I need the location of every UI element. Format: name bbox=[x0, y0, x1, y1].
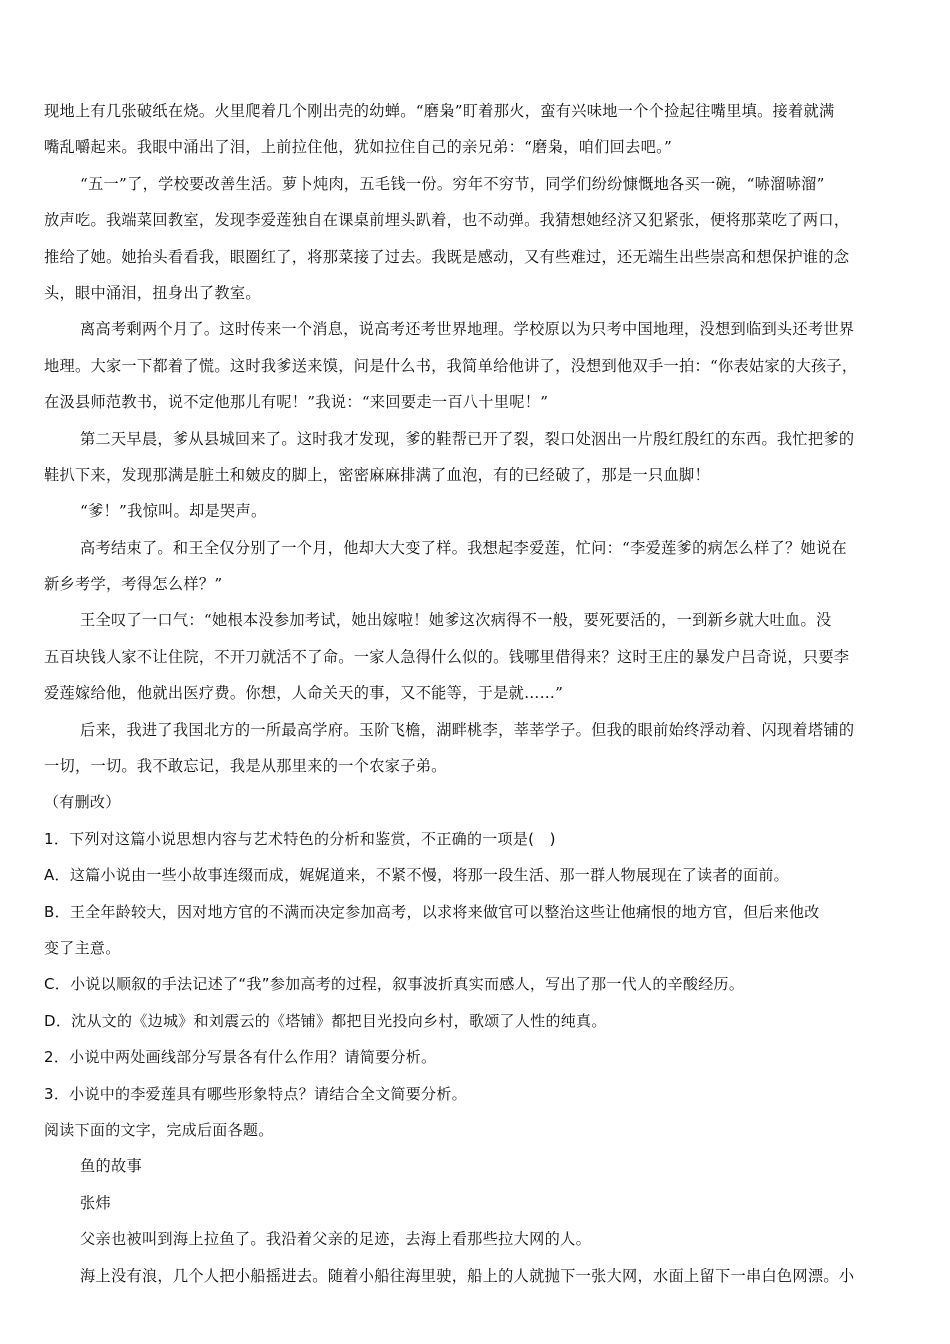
story-paragraph-line: 王全叹了一口气：“她根本没参加考试，她出嫁啦！她爹这次病得不一般，要死要活的，一到新乡就大吐血。没 bbox=[80, 611, 832, 630]
story-paragraph-line: 鞋扒下来，发现那满是脏土和皴皮的脚上，密密麻麻排满了血泡，有的已经破了，那是一只血脚！ bbox=[44, 465, 710, 484]
question-list bbox=[44, 821, 910, 1149]
story-two-title: 鱼的故事 bbox=[80, 1157, 142, 1176]
question-line: B．王全年龄较大，因对地方官的不满而决定参加高考，以求将来做官可以整治这些让他痛恨的地方官，但后来他改 bbox=[44, 902, 820, 921]
story-paragraph-line: 推给了她。她抬头看看我，眼圈红了，将那菜接了过去。我既是感动，又有些难过，还无端生出些崇高和想保护谁的念 bbox=[44, 247, 850, 266]
story-paragraph-line: 现地上有几张破纸在烧。火里爬着几个刚出壳的幼蝉。“磨枭”盯着那火，蛮有兴味地一个个捡起往嘴里填。接着就满 bbox=[44, 102, 835, 120]
document-page bbox=[44, 93, 910, 1294]
story-paragraph-line: 头，眼中涌泪，扭身出了教室。 bbox=[44, 283, 261, 302]
question-line: 变了主意。 bbox=[44, 938, 121, 957]
story-paragraph-line: 嘴乱嚼起来。我眼中涌出了泪，上前拉住他，犹如拉住自己的亲兄弟：“磨枭，咱们回去吧。” bbox=[44, 138, 673, 157]
question-line: 阅读下面的文字，完成后面各题。 bbox=[44, 1120, 274, 1139]
story-two-text bbox=[44, 1221, 910, 1294]
question-line: 1．下列对这篇小说思想内容与艺术特色的分析和鉴赏，不正确的一项是( ) bbox=[44, 829, 556, 848]
question-line: 2．小说中两处画线部分写景各有什么作用？请简要分析。 bbox=[44, 1048, 437, 1067]
story-two-author: 张炜 bbox=[80, 1193, 111, 1212]
question-line: D．沈从文的《边城》和刘震云的《塔铺》都把目光投向乡村，歌颂了人性的纯真。 bbox=[44, 1011, 607, 1030]
story-paragraph-line: 第二天早晨，爹从县城回来了。这时我才发现，爹的鞋帮已开了裂，裂口处洇出一片殷红殷红的东西。我忙把爹的 bbox=[80, 429, 855, 448]
story-paragraph-line: 新乡考学，考得怎么样？” bbox=[44, 575, 223, 594]
story-one-text bbox=[44, 93, 910, 784]
source-note: （有删改） bbox=[44, 793, 121, 812]
story-paragraph-line: 五百块钱人家不让住院，不开刀就活不了命。一家人急得什么似的。钱哪里借得来？这时王庄的暴发户吕奇说，只要李 bbox=[44, 647, 850, 666]
story-paragraph-line: “五一”了，学校要改善生活。萝卜炖肉，五毛钱一份。穷年不穷节，同学们纷纷慷慨地各买一碗，“哧溜哧溜” bbox=[80, 174, 825, 193]
story-paragraph-line: 爱莲嫁给他，他就出医疗费。你想，人命关天的事，又不能等，于是就……” bbox=[44, 684, 564, 703]
question-line: 3．小说中的李爱莲具有哪些形象特点？请结合全文简要分析。 bbox=[44, 1084, 467, 1103]
story-paragraph-line: 一切，一切。我不敢忘记，我是从那里来的一个农家子弟。 bbox=[44, 757, 447, 776]
story-paragraph-line: 放声吃。我端菜回教室，发现李爱莲独自在课桌前埋头趴着，也不动弹。我猜想她经济又犯紧张，便将那菜吃了两口， bbox=[44, 211, 850, 230]
story-paragraph-line: 高考结束了。和王全仅分别了一个月，他却大大变了样。我想起李爱莲，忙问：“李爱莲爹的病怎么样了？她说在 bbox=[80, 538, 847, 557]
story-paragraph-line: 地理。大家一下都着了慌。这时我爹送来馍，问是什么书，我简单给他讲了，没想到他双手一拍：“你表姑家的大孩子， bbox=[44, 356, 858, 375]
question-line: C．小说以顺叙的手法记述了“我”参加高考的过程，叙事波折真实而感人，写出了那一代人的辛酸经历。 bbox=[44, 975, 745, 994]
story-paragraph-line: 后来，我进了我国北方的一所最高学府。玉阶飞檐，湖畔桃李，莘莘学子。但我的眼前始终浮动着、闪现着塔铺的 bbox=[80, 720, 855, 739]
story-paragraph-line: 离高考剩两个月了。这时传来一个消息，说高考还考世界地理。学校原以为只考中国地理，没想到临到头还考世界 bbox=[80, 320, 855, 339]
story-paragraph-line: “爹！”我惊叫。却是哭声。 bbox=[80, 502, 267, 521]
question-line: A．这篇小说由一些小故事连缀而成，娓娓道来，不紧不慢，将那一段生活、那一群人物展现在了读者的面前。 bbox=[44, 866, 789, 885]
story-paragraph-line: 海上没有浪，几个人把小船摇进去。随着小船往海里驶，船上的人就抛下一张大网，水面上留下一串白色网漂。小 bbox=[80, 1266, 855, 1285]
story-paragraph-line: 在汲县师范教书，说不定他那儿有呢！”我说：“来回要走一百八十里呢！” bbox=[44, 393, 549, 412]
story-paragraph-line: 父亲也被叫到海上拉鱼了。我沿着父亲的足迹，去海上看那些拉大网的人。 bbox=[80, 1230, 592, 1249]
